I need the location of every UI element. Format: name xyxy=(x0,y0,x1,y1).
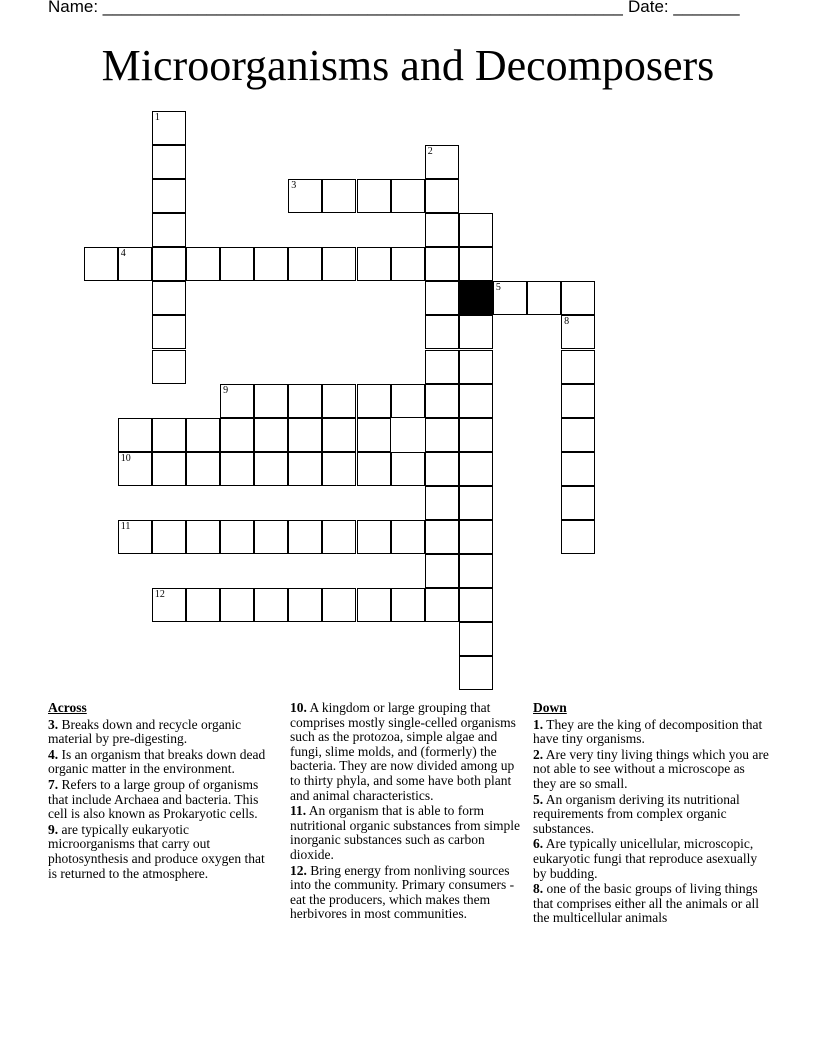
crossword-cell[interactable] xyxy=(459,452,493,486)
crossword-cell[interactable] xyxy=(152,452,186,486)
crossword-cell[interactable] xyxy=(254,452,288,486)
crossword-cell[interactable] xyxy=(561,281,595,315)
crossword-cell[interactable] xyxy=(152,315,186,349)
crossword-cell[interactable] xyxy=(459,622,493,656)
crossword-cell[interactable] xyxy=(357,452,391,486)
crossword-cell[interactable] xyxy=(391,452,425,486)
clue-number: 5 xyxy=(495,282,501,294)
crossword-cell[interactable] xyxy=(357,384,391,418)
clue-down-1: 1. They are the king of decomposition that have tiny organisms. xyxy=(533,716,763,747)
crossword-cell[interactable] xyxy=(288,179,322,213)
clue-number: 4 xyxy=(120,248,126,260)
clue-across-12: 12. Bring energy from nonliving sources into the community. Primary consumers - eat the producers, which makes them herbivores in most communities. xyxy=(290,862,515,922)
crossword-cell[interactable] xyxy=(118,247,152,281)
crossword-cell[interactable] xyxy=(425,486,459,520)
crossword-cell[interactable] xyxy=(288,384,322,418)
crossword-cell[interactable] xyxy=(254,418,288,452)
crossword-cell[interactable] xyxy=(561,315,595,349)
crossword-cell[interactable] xyxy=(459,350,493,384)
crossword-cell[interactable] xyxy=(391,247,425,281)
crossword-cell[interactable] xyxy=(425,554,459,588)
crossword-cell[interactable] xyxy=(220,588,254,622)
crossword-cell[interactable] xyxy=(288,247,322,281)
crossword-cell[interactable] xyxy=(425,452,459,486)
crossword-cell[interactable] xyxy=(186,588,220,622)
crossword-cell[interactable] xyxy=(322,384,356,418)
page-title: Microorganisms and Decomposers xyxy=(101,41,715,90)
clue-number: 8 xyxy=(564,316,570,328)
clue-down-6: 6. Are typically unicellular, microscopic, eukaryotic fungi that reproduce asexually by budding. xyxy=(533,836,758,881)
crossword-cell[interactable] xyxy=(561,384,595,418)
crossword-cell[interactable] xyxy=(288,588,322,622)
crossword-cell[interactable] xyxy=(561,418,595,452)
crossword-cell[interactable] xyxy=(459,554,493,588)
clue-across-11: 11. An organism that is able to form nutritional organic substances from simple inorganic substances such as carbon dioxide. xyxy=(290,803,520,862)
clue-number: 10 xyxy=(120,452,131,464)
across-clues-column-2 xyxy=(290,701,522,923)
crossword-cell[interactable] xyxy=(425,281,459,315)
crossword-cell[interactable] xyxy=(459,656,493,690)
crossword-cell[interactable] xyxy=(322,418,356,452)
crossword-cell[interactable] xyxy=(220,520,254,554)
clue-number: 11 xyxy=(120,521,131,532)
crossword-cell[interactable] xyxy=(425,213,459,247)
clue-down-2: 2. Are very tiny living things which you are not able to see without a microscope as they are so small. xyxy=(533,746,769,791)
crossword-cell[interactable] xyxy=(425,145,459,179)
crossword-cell[interactable] xyxy=(459,384,493,418)
crossword-cell[interactable] xyxy=(459,418,493,452)
crossword-cell[interactable] xyxy=(322,179,356,213)
crossword-cell[interactable] xyxy=(322,588,356,622)
crossword-cell[interactable] xyxy=(357,418,391,452)
crossword-cell[interactable] xyxy=(322,452,356,486)
crossword-cell[interactable] xyxy=(459,213,493,247)
crossword-cell[interactable] xyxy=(254,520,288,554)
crossword-cell[interactable] xyxy=(459,247,493,281)
clue-across-9: 9. are typically eukaryotic microorganisms that carry out photosynthesis and produce oxygen that is returned to the atmosphere. xyxy=(48,821,265,881)
crossword-cell[interactable] xyxy=(186,452,220,486)
crossword-cell[interactable] xyxy=(186,520,220,554)
clue-across-4: 4. Is an organism that breaks down dead organic matter in the environment. xyxy=(48,746,266,777)
crossword-cell[interactable] xyxy=(288,418,322,452)
crossword-cell[interactable] xyxy=(118,452,152,486)
crossword-cell[interactable] xyxy=(152,179,186,213)
crossword-cell[interactable] xyxy=(220,452,254,486)
clue-number: 2 xyxy=(427,145,433,157)
crossword-cell[interactable] xyxy=(357,247,391,281)
crossword-cell[interactable] xyxy=(152,281,186,315)
crossword-cell[interactable] xyxy=(186,418,220,452)
crossword-cell[interactable] xyxy=(322,520,356,554)
crossword-cell[interactable] xyxy=(391,384,425,418)
name-field-label: Name: _______________________________________________________ xyxy=(48,0,623,16)
clue-down-8: 8. one of the basic groups of living things that comprises either all the animals or all the multicellular animals xyxy=(533,881,760,926)
crossword-cell[interactable] xyxy=(152,247,186,281)
crossword-cell[interactable] xyxy=(322,247,356,281)
crossword-cell[interactable] xyxy=(561,452,595,486)
clue-number: 3 xyxy=(291,180,297,191)
crossword-cell[interactable] xyxy=(152,145,186,179)
crossword-cell[interactable] xyxy=(561,350,595,384)
crossword-cell[interactable] xyxy=(288,520,322,554)
clue-across-3: 3. Breaks down and recycle organic material by pre-digesting. xyxy=(48,716,242,747)
crossword-cell[interactable] xyxy=(254,247,288,281)
crossword-cell[interactable] xyxy=(84,247,118,281)
clue-number: 12 xyxy=(154,589,165,601)
crossword-cell[interactable] xyxy=(152,520,186,554)
crossword-cell[interactable] xyxy=(391,179,425,213)
crossword-cell[interactable] xyxy=(118,418,152,452)
crossword-cell[interactable] xyxy=(391,588,425,622)
crossword-cell[interactable] xyxy=(425,384,459,418)
crossword-black-cell xyxy=(459,281,493,315)
crossword-cell[interactable] xyxy=(254,588,288,622)
crossword-cell[interactable] xyxy=(220,247,254,281)
crossword-cell[interactable] xyxy=(425,247,459,281)
crossword-cell[interactable] xyxy=(220,418,254,452)
crossword-cell[interactable] xyxy=(425,418,459,452)
crossword-cell[interactable] xyxy=(357,179,391,213)
crossword-cell[interactable] xyxy=(459,588,493,622)
crossword-cell[interactable] xyxy=(152,111,186,145)
crossword-cell[interactable] xyxy=(357,520,391,554)
across-heading: Across xyxy=(48,700,87,715)
crossword-cell[interactable] xyxy=(493,281,527,315)
crossword-cell[interactable] xyxy=(288,452,322,486)
crossword-cell[interactable] xyxy=(459,486,493,520)
crossword-cell[interactable] xyxy=(459,520,493,554)
down-clues-column xyxy=(533,701,769,927)
clue-across-10: 10. A kingdom or large grouping that comprises mostly single-celled organisms such as the protozoa, simple algae and fungi, slime molds, and (formerly) the bacteria. They are now divided among up to thirty phyla, and some have both plant and animal characteristics. xyxy=(290,700,516,803)
crossword-cell[interactable] xyxy=(254,384,288,418)
crossword-cell[interactable] xyxy=(425,179,459,213)
clue-down-5: 5. An organism deriving its nutritional requirements from complex organic substances. xyxy=(533,791,740,836)
crossword-cell[interactable] xyxy=(425,315,459,349)
crossword-cell[interactable] xyxy=(152,418,186,452)
crossword-cell[interactable] xyxy=(152,588,186,622)
crossword-cell[interactable] xyxy=(561,520,595,554)
clue-across-7: 7. Refers to a large group of organisms that include Archaea and bacteria. This cell is also known as Prokaryotic cells. xyxy=(48,776,259,822)
down-heading: Down xyxy=(533,700,567,715)
crossword-cell[interactable] xyxy=(425,588,459,622)
crossword-cell[interactable] xyxy=(425,350,459,384)
across-clues-column-1 xyxy=(48,701,268,882)
crossword-cell[interactable] xyxy=(561,486,595,520)
crossword-cell[interactable] xyxy=(118,520,152,554)
date-field-label: Date: _______ xyxy=(628,0,740,16)
crossword-cell[interactable] xyxy=(186,247,220,281)
crossword-cell[interactable] xyxy=(527,281,561,315)
crossword-cell[interactable] xyxy=(152,213,186,247)
crossword-cell[interactable] xyxy=(425,520,459,554)
crossword-cell[interactable] xyxy=(357,588,391,622)
clue-number: 1 xyxy=(154,111,160,123)
crossword-cell[interactable] xyxy=(391,520,425,554)
crossword-cell[interactable] xyxy=(152,350,186,384)
crossword-cell[interactable] xyxy=(459,315,493,349)
clue-number: 9 xyxy=(223,384,229,396)
crossword-cell[interactable] xyxy=(220,384,254,418)
